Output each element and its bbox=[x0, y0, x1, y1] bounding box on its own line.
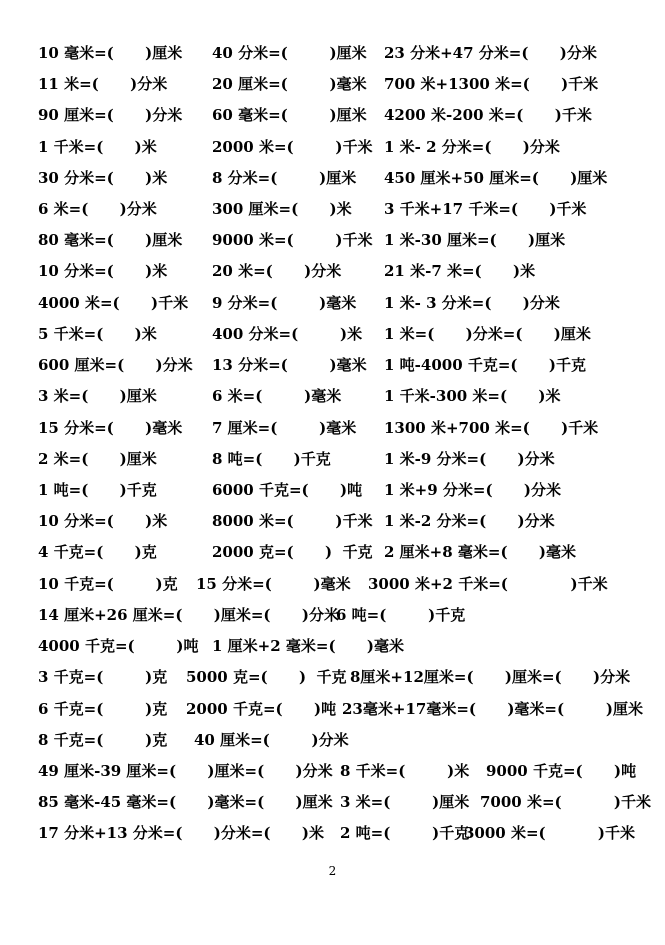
problem: 6 米=( )分米 bbox=[38, 200, 157, 218]
problem: 3 米=( )厘米 bbox=[340, 793, 470, 811]
problem-row bbox=[0, 227, 566, 253]
problem: 15 分米=( )毫米 bbox=[196, 575, 351, 593]
problem: 21 米-7 米=( )米 bbox=[384, 262, 536, 280]
problem: 7000 米=( )千米 bbox=[480, 793, 651, 811]
problem: 5 千米=( )米 bbox=[38, 325, 157, 343]
problem: 3 千米+17 千米=( )千米 bbox=[384, 200, 587, 218]
problem-row bbox=[0, 415, 599, 441]
problem: 10 毫米=( )厘米 bbox=[38, 44, 183, 62]
problem: 6 米=( )毫米 bbox=[212, 387, 342, 405]
problem: 300 厘米=( )米 bbox=[212, 200, 352, 218]
problem: 2 米=( )厘米 bbox=[38, 450, 157, 468]
problem: 11 米=( )分米 bbox=[38, 75, 168, 93]
problem: 2000 米=( )千米 bbox=[212, 138, 373, 156]
problem-row bbox=[0, 539, 576, 565]
problem-row bbox=[0, 758, 637, 784]
problem-row bbox=[0, 446, 555, 472]
problem-row bbox=[0, 727, 349, 753]
problem: 13 分米=( )毫米 bbox=[212, 356, 367, 374]
problem: 600 厘米=( )分米 bbox=[38, 356, 193, 374]
problem: 49 厘米-39 厘米=( )厘米=( )分米 bbox=[38, 762, 333, 780]
problem: 1 米- 2 分米=( )分米 bbox=[384, 138, 560, 156]
problem-row bbox=[0, 196, 587, 222]
problem: 85 毫米-45 毫米=( )毫米=( )厘米 bbox=[38, 793, 333, 811]
problem: 1 米-30 厘米=( )厘米 bbox=[384, 231, 566, 249]
problem: 2 厘米+8 毫米=( )毫米 bbox=[384, 543, 576, 561]
problem-row bbox=[0, 352, 586, 378]
problem-row bbox=[0, 820, 635, 846]
problem: 8 千米=( )米 bbox=[340, 762, 470, 780]
problem: 40 厘米=( )分米 bbox=[194, 731, 349, 749]
problem: 6 千克=( )克 bbox=[38, 700, 168, 718]
problem-row bbox=[0, 789, 651, 815]
problem: 14 厘米+26 厘米=( )厘米=( )分米 bbox=[38, 606, 339, 624]
problem: 15 分米=( )毫米 bbox=[38, 419, 183, 437]
problem: 1 米-9 分米=( )分米 bbox=[384, 450, 555, 468]
problem: 1 米-2 分米=( )分米 bbox=[384, 512, 555, 530]
problem: 8 千克=( )克 bbox=[38, 731, 168, 749]
problem: 1 米- 3 分米=( )分米 bbox=[384, 294, 560, 312]
problem: 3000 米+2 千米=( )千米 bbox=[368, 575, 608, 593]
problem: 9 分米=( )毫米 bbox=[212, 294, 357, 312]
problem: 20 米=( )分米 bbox=[212, 262, 342, 280]
problem: 30 分米=( )米 bbox=[38, 169, 168, 187]
problem: 8 分米=( )厘米 bbox=[212, 169, 357, 187]
problem: 6000 千克=( )吨 bbox=[212, 481, 363, 499]
problem: 3 千克=( )克 bbox=[38, 668, 168, 686]
problem: 8 吨=( )千克 bbox=[212, 450, 331, 468]
problem: 10 千克=( )克 bbox=[38, 575, 178, 593]
problem-row bbox=[0, 571, 608, 597]
problem-row bbox=[0, 165, 608, 191]
problem: 1 千米=( )米 bbox=[38, 138, 157, 156]
problem: 90 厘米=( )分米 bbox=[38, 106, 183, 124]
problem: 400 分米=( )米 bbox=[212, 325, 363, 343]
problem: 1 米=( )分米=( )厘米 bbox=[384, 325, 591, 343]
problem-row bbox=[0, 134, 560, 160]
problem-row bbox=[0, 258, 536, 284]
page-number: 2 bbox=[328, 864, 337, 878]
problem-row bbox=[0, 477, 561, 503]
problem-row bbox=[0, 633, 404, 659]
problem: 2 吨=( )千克 bbox=[340, 824, 470, 842]
problem: 3000 米=( )千米 bbox=[464, 824, 635, 842]
problem: 8厘米+12厘米=( )厘米=( )分米 bbox=[350, 668, 631, 686]
problem: 1 吨-4000 千克=( )千克 bbox=[384, 356, 586, 374]
problem: 4000 千克=( )吨 bbox=[38, 637, 199, 655]
problem: 4 千克=( )克 bbox=[38, 543, 157, 561]
problem: 1 千米-300 米=( )米 bbox=[384, 387, 561, 405]
problem-row bbox=[0, 102, 592, 128]
problem: 6 吨=( )千克 bbox=[336, 606, 466, 624]
problem: 8000 米=( )千米 bbox=[212, 512, 373, 530]
problem: 80 毫米=( )厘米 bbox=[38, 231, 183, 249]
problem: 2000 千克=( )吨 bbox=[186, 700, 337, 718]
problem: 1 吨=( )千克 bbox=[38, 481, 157, 499]
problem: 10 分米=( )米 bbox=[38, 512, 168, 530]
problem: 10 分米=( )米 bbox=[38, 262, 168, 280]
problem-row bbox=[0, 40, 597, 66]
problem: 1300 米+700 米=( )千米 bbox=[384, 419, 599, 437]
problem-row bbox=[0, 508, 555, 534]
problem: 4000 米=( )千米 bbox=[38, 294, 189, 312]
problem: 5000 克=( ) 千克 bbox=[186, 668, 347, 686]
problem: 1 米+9 分米=( )分米 bbox=[384, 481, 561, 499]
problem-row bbox=[0, 602, 466, 628]
problem-row bbox=[0, 290, 560, 316]
problem-row bbox=[0, 383, 561, 409]
problem: 700 米+1300 米=( )千米 bbox=[384, 75, 599, 93]
problem-row bbox=[0, 321, 591, 347]
problem: 60 毫米=( )厘米 bbox=[212, 106, 367, 124]
problem: 4200 米-200 米=( )千米 bbox=[384, 106, 592, 124]
problem: 9000 米=( )千米 bbox=[212, 231, 373, 249]
problem: 9000 千克=( )吨 bbox=[486, 762, 637, 780]
problem: 1 厘米+2 毫米=( )毫米 bbox=[212, 637, 404, 655]
problem: 17 分米+13 分米=( )分米=( )米 bbox=[38, 824, 324, 842]
problem: 20 厘米=( )毫米 bbox=[212, 75, 367, 93]
problem: 23 分米+47 分米=( )分米 bbox=[384, 44, 597, 62]
problem: 2000 克=( ) 千克 bbox=[212, 543, 373, 561]
problem-row bbox=[0, 71, 599, 97]
problem-row bbox=[0, 664, 631, 690]
problem: 40 分米=( )厘米 bbox=[212, 44, 367, 62]
problem: 7 厘米=( )毫米 bbox=[212, 419, 357, 437]
problem: 450 厘米+50 厘米=( )厘米 bbox=[384, 169, 608, 187]
problem-row bbox=[0, 696, 643, 722]
problem: 3 米=( )厘米 bbox=[38, 387, 157, 405]
problem: 23毫米+17毫米=( )毫米=( )厘米 bbox=[342, 700, 643, 718]
